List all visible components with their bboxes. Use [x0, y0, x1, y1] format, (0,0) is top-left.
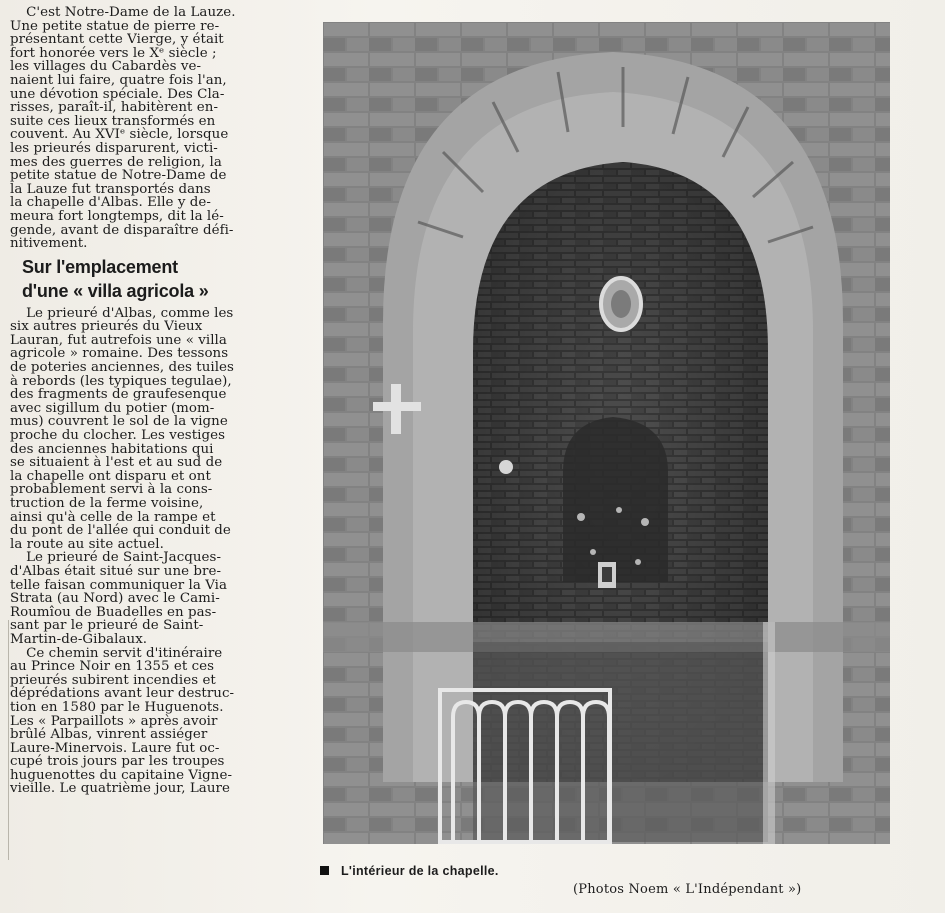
text-line: cupé trois jours par les troupes: [10, 754, 225, 770]
text-line: à rebords (les typiques tegulae),: [10, 373, 232, 389]
text-line: risses, paraît-il, habitèrent en-: [10, 100, 219, 116]
text-line: telle faisan communiquer la Via: [10, 577, 228, 593]
text-line: Laure-Minervois. Laure fut oc-: [10, 740, 220, 756]
chapel-interior-photo: [323, 22, 890, 844]
text-line: présentant cette Vierge, y était: [10, 32, 224, 48]
text-line: Roumîou de Buadelles en pas-: [10, 604, 217, 620]
heading-line: d'une « villa agricola »: [22, 280, 209, 301]
text-line: prieurés subirent incendies et: [10, 672, 216, 688]
text-line: d'Albas était situé sur une bre-: [10, 563, 222, 579]
text-line: six autres prieurés du Vieux: [10, 319, 203, 335]
caption-text: L'intérieur de la chapelle.: [341, 864, 499, 878]
text-line: de poteries anciennes, des tuiles: [10, 360, 234, 376]
article-paragraph-1: [10, 6, 308, 251]
text-line: proche du clocher. Les vestiges: [10, 428, 226, 444]
column-fold-line: [8, 620, 9, 860]
text-line: nitivement.: [10, 236, 88, 252]
text-line: la chapelle d'Albas. Elle y de-: [10, 195, 211, 211]
text-line: mus) couvrent le sol de la vigne: [10, 414, 228, 430]
text-line: brûlé Albas, vinrent assiéger: [10, 727, 208, 743]
text-line: la chapelle ont disparu et ont: [10, 468, 211, 484]
text-line: mes des guerres de religion, la: [10, 154, 222, 170]
text-line: huguenottes du capitaine Vigne-: [10, 767, 233, 783]
article-paragraph-4: [10, 647, 308, 797]
wall-lamp: [499, 460, 513, 474]
text-line: Martin-de-Gibalaux.: [10, 631, 148, 647]
text-line: probablement servi à la cons-: [10, 482, 213, 498]
text-line: les villages du Cabardès ve-: [10, 59, 202, 75]
text-line: Une petite statue de pierre re-: [10, 18, 220, 34]
photo-illustration: [323, 22, 890, 844]
text-line: couvent. Au XVIᵉ siècle, lorsque: [10, 127, 229, 143]
text-line: une dévotion spéciale. Des Cla-: [10, 86, 225, 102]
text-line: déprédations avant leur destruc-: [10, 686, 235, 702]
text-line: avec sigillum du potier (mom-: [10, 400, 215, 416]
text-line: la Lauze fut transportés dans: [10, 181, 211, 197]
text-line: petite statue de Notre-Dame de: [10, 168, 227, 184]
statue-niche: [563, 417, 668, 582]
caption-bullet: [320, 866, 329, 875]
text-line: sant par le prieuré de Saint-: [10, 618, 204, 634]
text-line: au Prince Noir en 1355 et ces: [10, 659, 215, 675]
text-line: Le prieuré de Saint-Jacques-: [26, 550, 222, 566]
text-line: C'est Notre-Dame de la Lauze.: [26, 5, 236, 20]
text-line: agricole » romaine. Des tessons: [10, 346, 229, 362]
text-line: suite ces lieux transformés en: [10, 113, 216, 129]
photo-credit: (Photos Noem « L'Indépendant »): [573, 882, 802, 897]
text-line: la route au site actuel.: [10, 536, 164, 552]
text-line: Les « Parpaillots » après avoir: [10, 713, 218, 729]
text-line: truction de la ferme voisine,: [10, 496, 204, 511]
article-column: [10, 6, 308, 796]
text-line: meura fort longtemps, dit la lé-: [10, 208, 224, 224]
text-line: fort honorée vers le Xᵉ siècle ;: [10, 45, 217, 61]
text-line: naient lui faire, quatre fois l'an,: [10, 72, 227, 88]
text-line: les prieurés disparurent, victi-: [10, 140, 218, 156]
article-paragraph-3: [10, 551, 308, 646]
text-line: Strata (au Nord) avec le Cami-: [10, 591, 220, 607]
text-line: des fragments de graufesenque: [10, 387, 227, 403]
text-line: ainsi qu'à celle de la rampe et: [10, 509, 216, 525]
text-line: Lauran, fut autrefois une « villa: [10, 332, 227, 348]
text-line: se situaient à l'est et au sud de: [10, 455, 223, 471]
text-line: des anciennes habitations qui: [10, 441, 214, 457]
photo-caption: [320, 864, 499, 878]
heading-line: Sur l'emplacement: [22, 256, 178, 277]
article-paragraph-2: [10, 307, 308, 552]
text-line: du pont de l'allée qui conduit de: [10, 523, 231, 539]
text-line: vieille. Le quatrième jour, Laure: [10, 781, 230, 797]
text-line: tion en 1580 par le Huguenots.: [10, 699, 224, 715]
text-line: Le prieuré d'Albas, comme les: [26, 305, 234, 321]
text-line: gende, avant de disparaître défi-: [10, 222, 234, 238]
text-line: Ce chemin servit d'itinéraire: [26, 645, 223, 661]
section-heading: [22, 255, 308, 303]
